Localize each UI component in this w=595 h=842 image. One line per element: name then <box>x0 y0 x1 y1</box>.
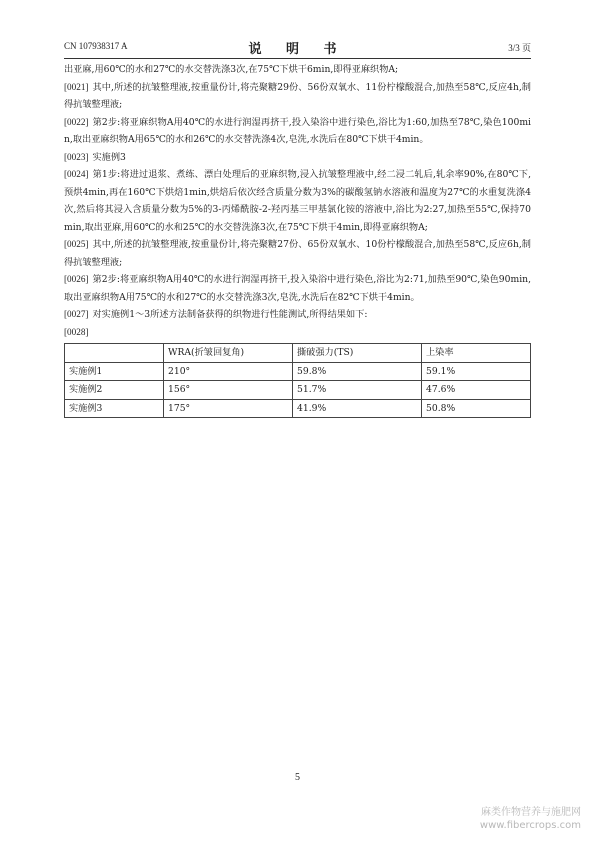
table-header-cell: 撕破强力(TS) <box>293 344 422 363</box>
paragraph-number: [0022] <box>64 116 89 127</box>
paragraph-0025 <box>64 236 531 271</box>
paragraph-0022 <box>64 114 531 149</box>
table-cell: 实施例1 <box>65 362 164 381</box>
paragraph-text: 对实施例1～3所述方法制备获得的织物进行性能测试,所得结果如下: <box>92 309 368 320</box>
results-table <box>64 343 531 418</box>
paragraph-number: [0027] <box>64 309 89 319</box>
page-number: 5 <box>295 772 300 783</box>
table-cell: 实施例2 <box>65 381 164 400</box>
table-row <box>65 399 531 418</box>
page-info: 3/3 页 <box>508 43 531 53</box>
paragraph-text: 第2步:将亚麻织物A用40℃的水进行润湿再挤干,投入染浴中进行染色,浴比为2:71,加热至90℃,染色90min,取出亚麻织物A用75℃的水和27℃的水交替洗涤3次,皂洗,水洗后在82℃下烘干4min。 <box>64 274 531 303</box>
doc-title: 说 明 书 <box>248 42 347 57</box>
table-header-cell: 上染率 <box>422 344 531 363</box>
paragraph-0020-cont <box>64 61 531 79</box>
table-header-row <box>65 344 531 363</box>
paragraph-0028 <box>64 324 531 342</box>
paragraph-number: [0023] <box>64 151 89 162</box>
paragraph-text: 其中,所述的抗皱整理液,按重量份计,将壳聚糖29份、56份双氧水、11份柠檬酸混合,加热至58℃,反应4h,制得抗皱整理液; <box>64 81 531 110</box>
table-cell: 59.1% <box>422 362 531 381</box>
page-header <box>64 38 531 56</box>
table-cell: 47.6% <box>422 381 531 400</box>
document-body <box>64 61 531 418</box>
table-cell: 41.9% <box>293 399 422 418</box>
header-rule <box>64 58 531 59</box>
paragraph-0027 <box>64 306 531 324</box>
paragraph-text: 其中,所述的抗皱整理液,按重量份计,将壳聚糖27份、65份双氧水、10份柠檬酸混合,加热至58℃,反应6h,制得抗皱整理液; <box>64 239 531 268</box>
table-cell: 实施例3 <box>65 399 164 418</box>
table-row <box>65 381 531 400</box>
table-cell: 156° <box>164 381 293 400</box>
watermark-line: 麻类作物营养与施肥网 <box>481 807 581 818</box>
paragraph-number: [0021] <box>64 81 89 92</box>
table-cell: 50.8% <box>422 399 531 418</box>
paragraph-0021 <box>64 79 531 114</box>
paragraph-text: 实施例3 <box>92 151 126 163</box>
paragraph-text: 第1步:将进过退浆、煮练、漂白处理后的亚麻织物,浸入抗皱整理液中,经二浸二轧后,轧余率90%,在80℃下,预烘4min,再在160℃下烘焙1min,烘焙后依次经含质量分数为3%的碳酸氢钠水溶液和温度为27℃的水重复洗涤4次,然后将其浸入含质量分数为5%的3-丙烯酰胺-2-羟丙基三甲基氯化铵的溶液中,浴比为2:27,加热至55℃,保持70min,取出亚麻,用60℃的水和25℃的水交替洗涤3次,在75℃下烘干4min,即得亚麻织物A; <box>64 169 531 233</box>
watermark <box>480 806 581 832</box>
paragraph-0023 <box>64 149 531 167</box>
watermark-line: www.fibercrops.com <box>479 820 581 831</box>
paragraph-number: [0026] <box>64 274 89 284</box>
table-cell: 210° <box>164 362 293 381</box>
paragraph-text: 出亚麻,用60℃的水和27℃的水交替洗涤3次,在75℃下烘干6min,即得亚麻织物A; <box>64 64 399 75</box>
paragraph-0026 <box>64 271 531 306</box>
table-header-cell <box>65 344 164 363</box>
paragraph-number: [0028] <box>64 326 89 337</box>
paragraph-number: [0024] <box>64 169 89 179</box>
table-cell: 175° <box>164 399 293 418</box>
doc-number: CN 107938317 A <box>64 41 128 51</box>
paragraph-text: 第2步:将亚麻织物A用40℃的水进行润湿再挤干,投入染浴中进行染色,浴比为1:60,加热至78℃,染色100min,取出亚麻织物A用65℃的水和26℃的水交替洗涤4次,皂洗,水洗后在80℃下烘干4min。 <box>64 116 531 145</box>
table-row <box>65 362 531 381</box>
table-cell: 51.7% <box>293 381 422 400</box>
paragraph-number: [0025] <box>64 239 89 249</box>
table-cell: 59.8% <box>293 362 422 381</box>
paragraph-0024 <box>64 166 531 236</box>
table-header-cell: WRA(折皱回复角) <box>164 344 293 363</box>
